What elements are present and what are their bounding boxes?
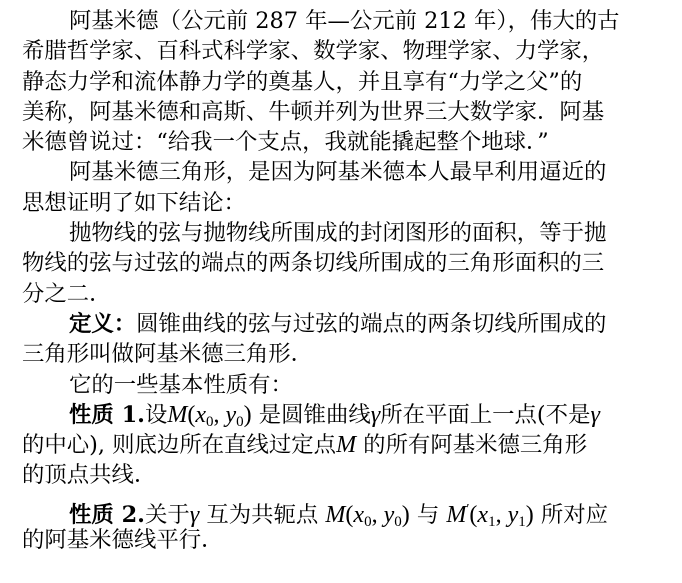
- text-line: 阿基米德三角形，是因为阿基米德本人最早利用逼近的: [69, 159, 607, 186]
- math-subscript: 0: [364, 513, 372, 530]
- text-line: 米德曾说过：“给我一个支点，我就能撬起整个地球．”: [22, 129, 549, 156]
- math-symbol: y: [383, 501, 395, 528]
- text-line: 阿基米德（公元前 287 年—公元前 212 年），伟大的古: [69, 8, 620, 34]
- math-symbol: x: [353, 501, 365, 528]
- math-gamma: γ: [370, 401, 381, 428]
- text-line: 抛物线的弦与抛物线所围成的封闭图形的面积，等于抛: [69, 220, 607, 247]
- property-text: 的中心), 则底边所在直线过定点: [22, 432, 337, 459]
- paragraph-triangle-origin: [22, 157, 672, 218]
- math-symbol: M: [325, 501, 346, 528]
- property-2-label: 性质 2.: [69, 501, 145, 528]
- math-subscript: 1: [488, 513, 496, 530]
- math-symbol: y: [507, 501, 519, 528]
- property-2-line: [22, 495, 672, 530]
- paragraph-conclusion: [22, 218, 672, 309]
- property-1-line-2: [22, 430, 672, 460]
- math-point-M: [167, 402, 251, 428]
- math-symbol: x: [477, 501, 489, 528]
- math-comma: ,: [495, 501, 508, 528]
- math-symbol: M: [167, 401, 188, 428]
- text-line: 三角形叫做阿基米德三角形．: [22, 341, 314, 368]
- text-line: 思想证明了如下结论：: [22, 189, 246, 216]
- property-text: 所对应: [533, 501, 609, 528]
- property-text: 是圆锥曲线: [251, 401, 371, 428]
- math-paren: (: [345, 501, 354, 528]
- text-line: 美称，阿基米德和高斯、牛顿并列为世界三大数学家．阿基: [22, 98, 605, 125]
- property-text: 的所有阿基米德三角形: [356, 432, 588, 459]
- math-paren: (: [187, 401, 196, 428]
- math-subscript: 0: [394, 513, 402, 530]
- property-text: 与: [409, 501, 447, 528]
- math-point-M: [325, 502, 409, 528]
- text-line: 的阿基米德线平行．: [22, 527, 224, 554]
- property-text: 关于: [144, 501, 190, 528]
- math-paren: ): [525, 501, 534, 528]
- text-line: 静态力学和流体静力学的奠基人，并且享有“力学之父”的: [22, 68, 583, 95]
- property-1-label: 性质 1.: [69, 401, 145, 428]
- math-prime: ′: [466, 501, 470, 517]
- text-line: 希腊哲学家、百科式科学家、数学家、物理学家、力学家，: [22, 38, 605, 65]
- properties-intro: 它的一些基本性质有：: [69, 371, 293, 398]
- property-text: 所在平面上一点(不是: [380, 401, 591, 428]
- property-1-block: [22, 400, 672, 491]
- math-gamma: γ: [189, 501, 200, 528]
- math-comma: ,: [213, 401, 226, 428]
- math-subscript: 0: [236, 413, 244, 430]
- math-symbol: y: [225, 401, 237, 428]
- definition-label: 定义：: [69, 310, 137, 337]
- text-line: 物线的弦与过弦的端点的两条切线所围成的三角形面积的三: [22, 250, 605, 277]
- math-comma: ,: [371, 501, 384, 528]
- definition-text: 圆锥曲线的弦与过弦的端点的两条切线所围成的: [136, 310, 607, 337]
- definition-block: [22, 309, 672, 370]
- text-line: 分之二．: [22, 280, 112, 307]
- definition-line: [22, 309, 672, 339]
- math-paren: (: [469, 501, 478, 528]
- property-text: 设: [144, 401, 168, 428]
- math-point-M-prime: [446, 502, 533, 528]
- document-page: [22, 6, 672, 555]
- math-gamma: γ: [590, 401, 600, 428]
- math-subscript: 0: [206, 413, 214, 430]
- text-line: 的顶点共线．: [22, 462, 157, 489]
- math-paren: ): [401, 501, 410, 528]
- math-subscript: 1: [518, 513, 526, 530]
- math-symbol: x: [195, 401, 206, 428]
- property-2-block: [22, 495, 672, 556]
- property-1-line: [22, 400, 672, 430]
- math-symbol: M: [336, 432, 357, 459]
- paragraph-intro: [22, 6, 672, 157]
- property-text: 互为共轭点: [199, 501, 326, 528]
- math-paren: ): [243, 401, 252, 428]
- math-symbol: M: [446, 501, 467, 528]
